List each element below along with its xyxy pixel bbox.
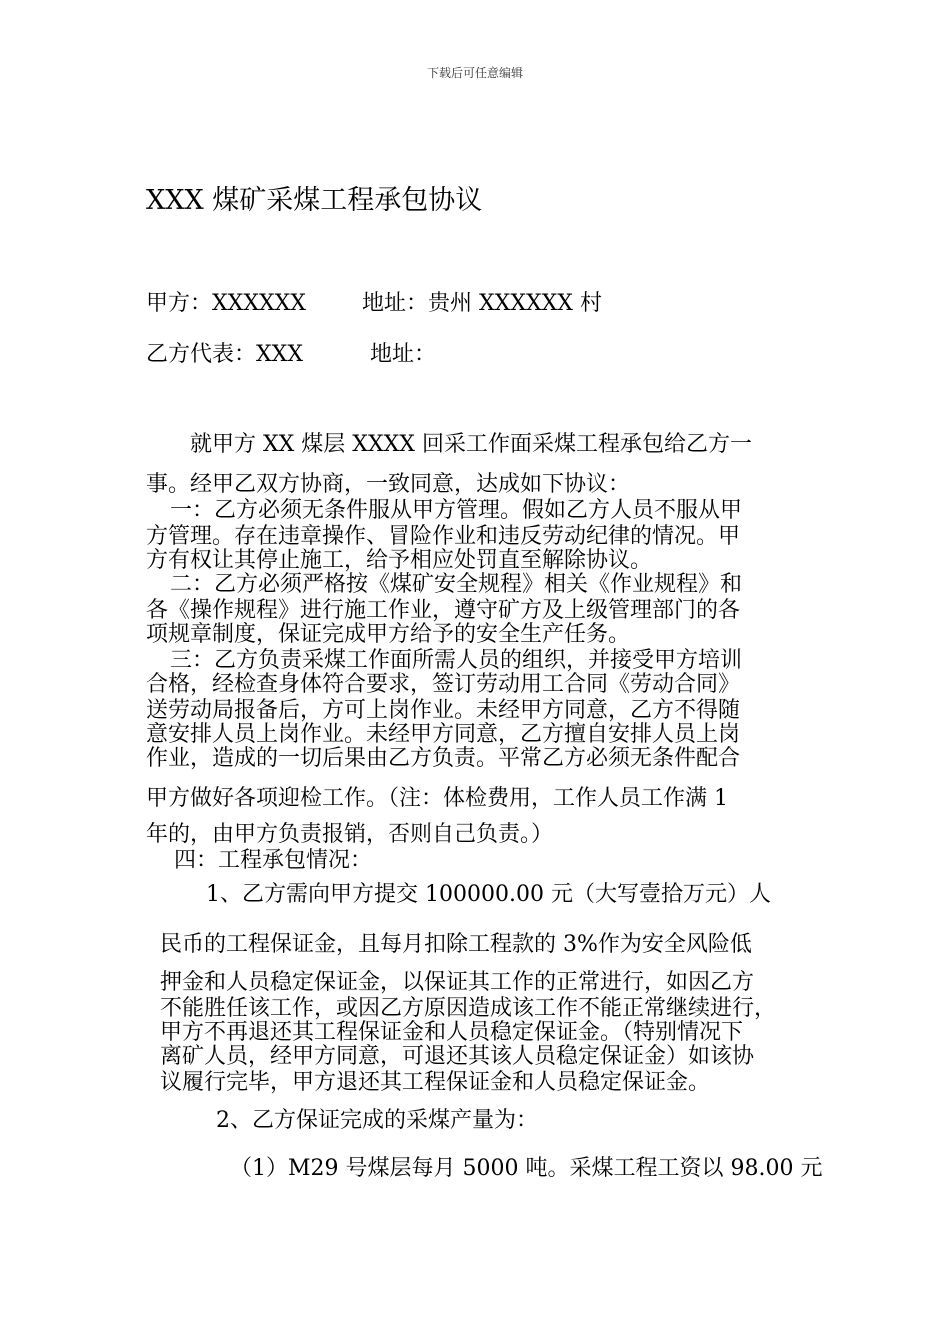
document-title: XXX 煤矿采煤工程承包协议 [146, 185, 483, 216]
body-line: 方管理。存在违章操作、冒险作业和违反劳动纪律的情况。甲 [146, 524, 741, 549]
party-b-label: 乙方代表：XXX [146, 342, 303, 367]
body-line: （1）M29 号煤层每月 5000 吨。采煤工程工资以 98.00 元 [230, 1156, 823, 1181]
body-line: 押金和人员稳定保证金，以保证其工作的正常进行，如因乙方 [160, 970, 755, 995]
body-line: 方有权让其停止施工，给予相应处罚直至解除协议。 [146, 548, 653, 573]
party-a-line [146, 286, 602, 317]
body-line: 甲方做好各项迎检工作。（注：体检费用，工作人员工作满 1 [146, 786, 728, 811]
body-line: 就甲方 XX 煤层 XXXX 回采工作面采煤工程承包给乙方一 [190, 432, 752, 457]
body-line: 离矿人员，经甲方同意，可退还其该人员稳定保证金）如该协 [160, 1044, 755, 1069]
body-line: 1、乙方需向甲方提交 100000.00 元（大写壹拾万元）人 [206, 882, 771, 907]
body-line: 2、乙方保证完成的采煤产量为： [216, 1108, 538, 1133]
party-a-label: 甲方：XXXXXX [146, 291, 306, 316]
body-line: 三：乙方负责采煤工作面所需人员的组织，并接受甲方培训 [170, 648, 743, 673]
body-line: 一：乙方必须无条件服从甲方管理。假如乙方人员不服从甲 [170, 498, 743, 523]
body-line: 议履行完毕，甲方退还其工程保证金和人员稳定保证金。 [160, 1070, 711, 1095]
body-line: 四：工程承包情况： [174, 848, 373, 873]
body-line: 不能胜任该工作，或因乙方原因造成该工作不能正常继续进行， [160, 996, 777, 1021]
body-line: 各《操作规程》进行施工作业，遵守矿方及上级管理部门的各 [146, 598, 741, 623]
party-a-address: 地址：贵州 XXXXXX 村 [362, 291, 602, 316]
body-line: 年的，由甲方负责报销，否则自己负责。） [146, 822, 554, 847]
party-b-line [146, 337, 437, 368]
header-note: 下载后可任意编辑 [426, 66, 523, 80]
body-line: 送劳动局报备后，方可上岗作业。未经甲方同意，乙方不得随 [146, 698, 741, 723]
body-line: 甲方不再退还其工程保证金和人员稳定保证金。（特别情况下 [160, 1020, 744, 1045]
body-line: 作业，造成的一切后果由乙方负责。平常乙方必须无条件配合 [146, 746, 741, 771]
body-line: 事。经甲乙双方协商，一致同意，达成如下协议： [146, 472, 631, 497]
body-line: 合格，经检查身体符合要求，签订劳动用工合同《劳动合同》 [146, 672, 741, 697]
body-line: 二：乙方必须严格按《煤矿安全规程》相关《作业规程》和 [170, 572, 743, 597]
body-line: 项规章制度，保证完成甲方给予的安全生产任务。 [146, 622, 631, 647]
party-b-address: 地址： [370, 342, 437, 367]
body-line: 意安排人员上岗作业。未经甲方同意，乙方擅自安排人员上岗 [146, 722, 741, 747]
body-line: 民币的工程保证金，且每月扣除工程款的 3%作为安全风险低 [160, 932, 752, 957]
